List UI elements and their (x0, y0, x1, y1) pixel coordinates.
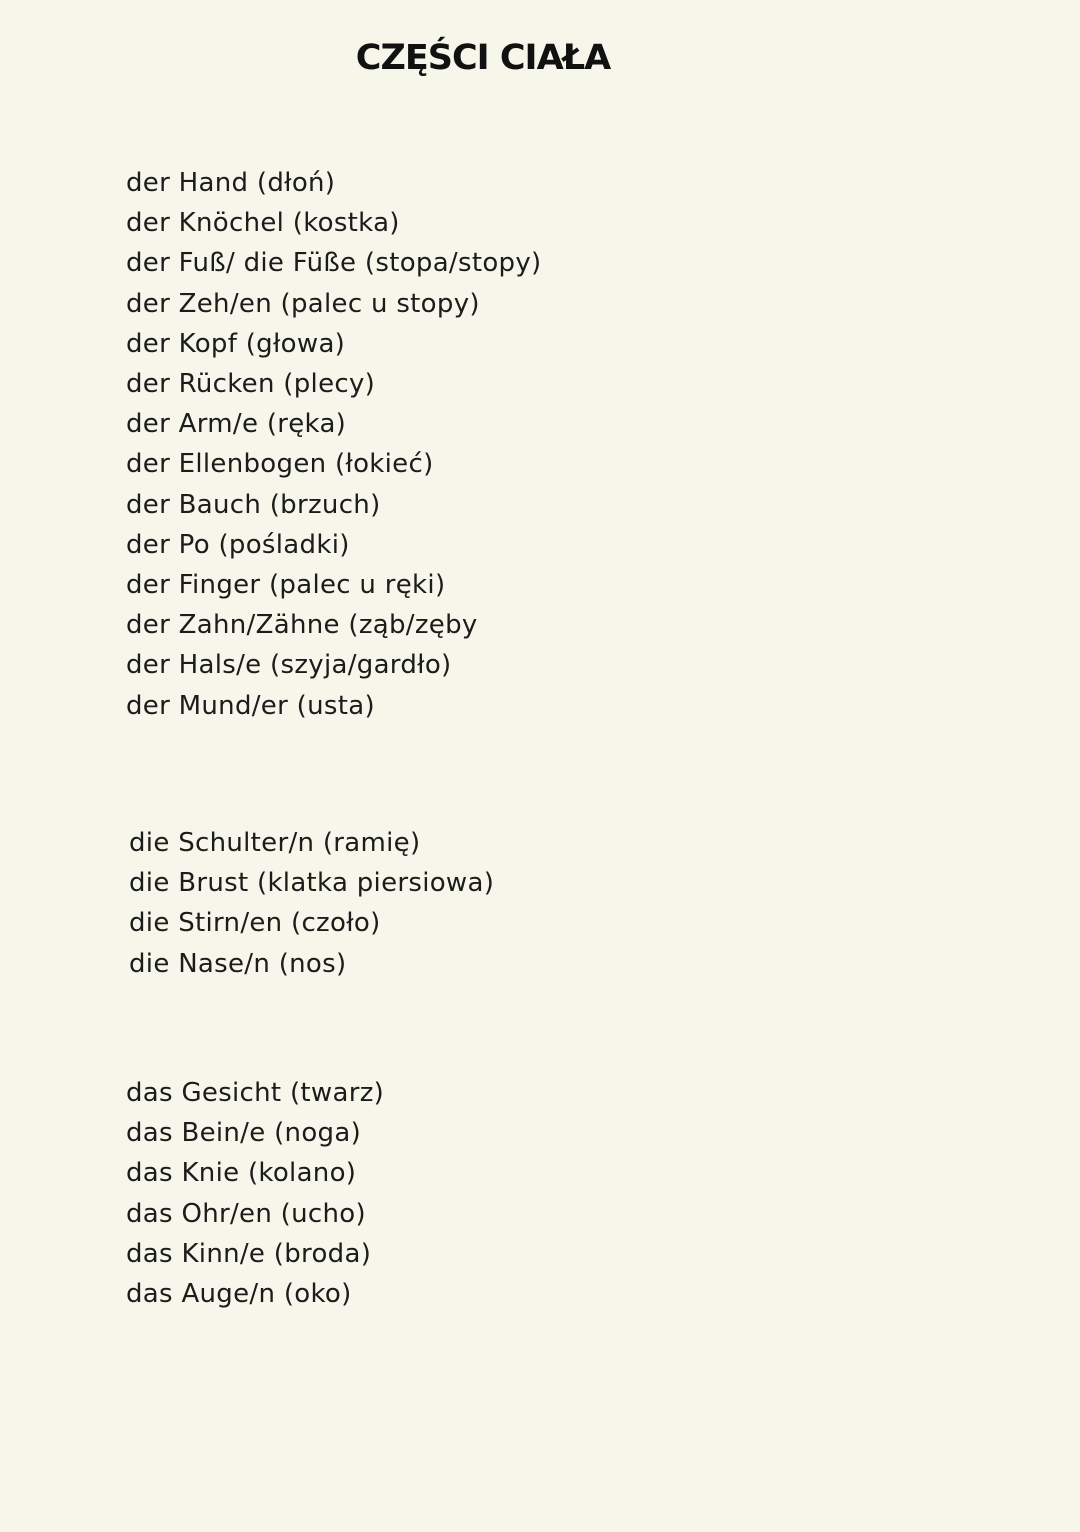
list-item: der Hals/e (szyja/gardło) (126, 650, 452, 681)
list-item: der Knöchel (kostka) (126, 208, 400, 239)
list-item: der Arm/e (ręka) (126, 409, 347, 440)
list-item: die Brust (klatka piersiowa) (129, 868, 495, 899)
list-item: der Rücken (plecy) (126, 369, 376, 400)
list-item: der Kopf (głowa) (126, 328, 346, 359)
die-word-list (129, 823, 494, 984)
list-item: der Po (pośladki) (126, 529, 350, 560)
list-item: der Fuß/ die Füße (stopa/stopy) (126, 248, 542, 279)
das-word-list (126, 1073, 384, 1314)
list-item: der Hand (dłoń) (126, 168, 336, 198)
list-item: der Ellenbogen (łokieć) (126, 449, 434, 480)
list-item: der Finger (palec u ręki) (126, 570, 446, 601)
list-item: das Ohr/en (ucho) (126, 1198, 366, 1229)
list-item: das Knie (kolano) (126, 1158, 357, 1189)
list-item: die Schulter/n (ramię) (129, 828, 421, 858)
list-item: die Nase/n (nos) (129, 948, 347, 979)
list-item: das Auge/n (oko) (126, 1279, 352, 1310)
list-item: das Bein/e (noga) (126, 1118, 362, 1149)
list-item: der Bauch (brzuch) (126, 489, 381, 520)
list-item: der Mund/er (usta) (126, 690, 375, 721)
list-item: der Zeh/en (palec u stopy) (126, 288, 480, 319)
der-word-list (126, 163, 541, 726)
list-item: die Stirn/en (czoło) (129, 908, 381, 939)
list-item: der Zahn/Zähne (ząb/zęby (126, 610, 478, 641)
list-item: das Gesicht (twarz) (126, 1078, 385, 1108)
page-title: CZĘŚCI CIAŁA (355, 38, 611, 78)
list-item: das Kinn/e (broda) (126, 1238, 372, 1269)
